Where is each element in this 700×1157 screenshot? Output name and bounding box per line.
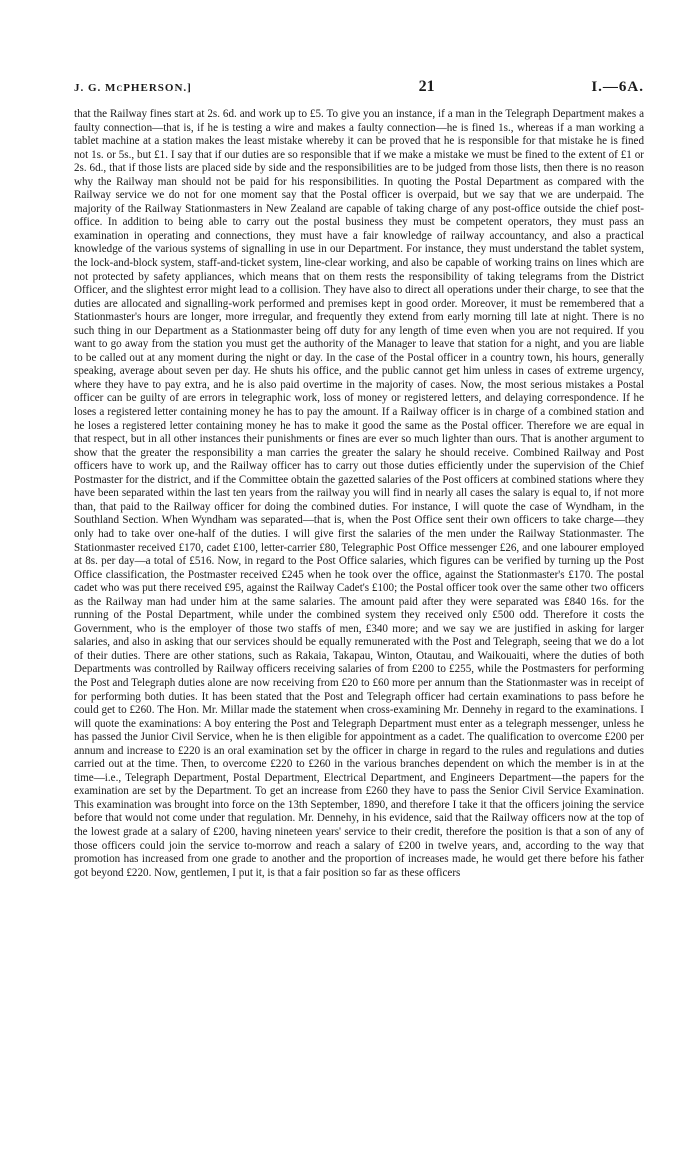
paragraph: that the Railway fines start at 2s. 6d. and work up to £5. To give you an instance, if a man in the Telegraph Department makes a faulty connection—that is, if he is testing a wire and makes a faulty connection—he is fined 1s., whereas if a man working a tablet machine at a station makes the least mistake whereby it can be proved that he is responsible for that mistake he is fined not 1s. or 5s., but £1. I say that if our duties are so responsible that if we make a mistake we must be fined to the extent of £1 or 2s. 6d., that if those lists are placed side by side and the responsibilities are to be judged from those lists, then there is no reason why the Railway man should not be paid for his responsibilities. In quoting the Postal Department as compared with the Railway service we do not for one moment say that the Postal officer is overpaid, but we say that we are underpaid. The majority of the Railway Stationmasters in New Zealand are capable of taking charge of any post-office outside the chief post-office. In addition to being able to carry out the postal business they must be competent operators, they must pass an examination in operating and connections, they must have a fair knowledge of railway accountancy, and also a practical knowledge of the various systems of signalling in use in our Department. For instance, they must understand the tablet system, the lock-and-block system, staff-and-ticket system, line-clear working, and also be capable of working trains on lines which are not protected by safety appliances, which means that on them rests the responsibility of taking telegrams from the District Officer, and the slightest error might lead to a collision. They have also to direct all operations under their charge, to see that the duties are allocated and signalling-work performed and premises kept in good order. Moreover, it must be remembered that a Stationmaster's hours are longer, more irregular, and frequently they extend from early morning till late at night. There is no such thing in our Department as a Stationmaster being off duty for any length of time even when you are not required. If you want to go away from the station you must get the authority of the Manager to leave that station for a night, and you are liable to be called out at any moment during the night or day. In the case of the Postal officer in a country town, his hours, generally speaking, average about seven per day. He shuts his office, and the public cannot get him unless in cases of extreme urgency, where they have to pay extra, and he is also paid overtime in the majority of cases. Now, the most serious mistakes a Postal officer can be guilty of are errors in telegraphic work, loss of money or registered letters, and delaying correspondence. If he loses a registered letter containing money he has to pay the amount. If a Railway officer is in charge of a combined station and he loses a registered letter containing money he has to make it good the same as the Postal officer. Therefore we are equal in that respect, but in all other instances their punishments or fines are ever so much lighter than ours. That is another argument to show that the greater the responsibility a man carries the greater the salary he should receive. Combined Railway and Post officers have to work up, and the Railway officer has to carry out those duties efficiently under the supervision of the Chief Postmaster for the district, and if the Committee obtain the gazetted salaries of the Post officers at combined stations where they have been separated within the last ten years from the railway you will find in nearly all cases the salary is equal to, if not more than, that paid to the Railway officer for doing the combined duties. For instance, I will quote the case of Wyndham, in the Southland Section. When Wyndham was separated—that is, when the Post Office sent their own officers to take charge—they only had to take over one-half of the duties. I will give first the salaries of the men under the Railway Stationmaster. The Stationmaster received £170, cadet £100, letter-carrier £80, Telegraphic Post Office messenger £26, and one labourer employed at 8s. per day—a total of £516. Now, in regard to the Post Office salaries, which figures can be verified by turning up the Post Office classification, the Postmaster received £245 when he took over the office, against the Stationmaster's £170. The postal cadet who was put there received £95, against the Railway Cadet's £100; the Postal officer took over the same other two officers as the Railway man had under him at the same salaries. The amount paid after they were separated was £840 16s. for the running of the Postal Department, while under the combined system they received only £500 odd. Therefore it costs the Government, who is the employer of those two staffs of men, £340 more; and we say we are justified in asking for larger salaries, and also in asking that our services should be equally remunerated with the Post and Telegraph, seeing that we do a lot of their duties. There are other stations, such as Rakaia, Takapau, Winton, Otautau, and Waikouaiti, where the duties of both Departments was controlled by Railway officers receiving salaries of from £200 to £255, while the Postmasters for performing the Post and Telegraph duties alone are now receiving from £20 to £60 more per annum than the Stationmaster was in receipt of for performing both duties. It has been stated that the Post and Telegraph officer had certain examinations to pass before he could get to £260. The Hon. Mr. Millar made the statement when cross-examining Mr. Dennehy in regard to the examinations. I will quote the examinations: A boy entering the Post and Telegraph Department must enter as a telegraph messenger, unless he has passed the Junior Civil Service, when he is then eligible for appointment as a cadet. The qualification to overcome £200 per annum and increase to £220 is an oral examination set by the officer in charge in regard to the rules and regulations and duties carried out at the time. Then, to overcome £220 to £260 in the various branches dependent on which the member is in at the time—i.e., Telegraph Department, Postal Department, Electrical Department, and Engineers Department—the papers for the examination are set by the Department. To get an increase from £260 they have to pass the Senior Civil Service Examination. This examination was brought into force on the 13th September, 1890, and therefore I take it that the officers joining the service before that would not come under that regulation. Mr. Dennehy, in his evidence, said that the Railway officers now at the top of the lowest grade at a salary of £200, having nineteen years' service to their credit, therefore the position is that a son of any of those officers could join the service to-morrow and reach a salary of £200 in twelve years, and, according to the way that promotion has increased from one grade to another and the proportion of increases made, he would get there before his father got beyond £220. Now, gentlemen, I put it, is that a fair position so far as these officers	[74, 108, 644, 879]
witness-name: J. G. McPHERSON.]	[74, 82, 192, 94]
page-number: 21	[418, 78, 435, 95]
body-text	[74, 108, 644, 880]
paper-reference: I.—6A.	[591, 79, 644, 95]
page-header	[74, 78, 644, 96]
